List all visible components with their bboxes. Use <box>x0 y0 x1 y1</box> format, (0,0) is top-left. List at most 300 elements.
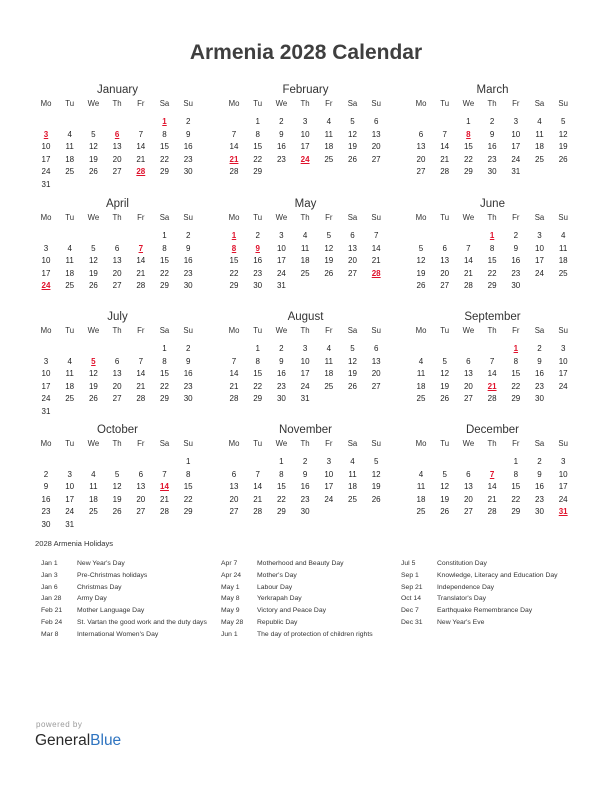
calendar-day: 31 <box>511 167 521 177</box>
calendar-day: 24 <box>41 394 51 404</box>
weekday-header: Tu <box>440 326 450 335</box>
calendar-day: 11 <box>89 482 98 492</box>
calendar-day: 5 <box>418 243 424 253</box>
calendar-day: 15 <box>160 369 169 379</box>
calendar-day: 11 <box>300 243 310 253</box>
calendar-day: 13 <box>440 256 450 266</box>
weekday-header: Mo <box>40 439 52 448</box>
calendar-day: 21 <box>440 154 450 164</box>
calendar-day: 29 <box>463 167 473 177</box>
holiday-date-label: Jan 1 <box>41 560 58 567</box>
holiday-date: 6 <box>114 129 120 139</box>
calendar-day: 22 <box>183 494 193 504</box>
calendar-day: 15 <box>511 482 521 492</box>
weekday-header: Sa <box>159 99 170 108</box>
calendar-day: 29 <box>487 281 497 291</box>
calendar-day: 9 <box>537 469 542 479</box>
calendar-day: 19 <box>348 369 357 379</box>
calendar-day: 19 <box>324 256 334 266</box>
holiday-entry <box>221 570 373 582</box>
holiday-entry <box>401 617 566 629</box>
holiday-date: 28 <box>371 268 381 278</box>
calendar-day: 6 <box>231 469 237 479</box>
holiday-date: 8 <box>231 243 237 253</box>
calendar-day: 1 <box>162 344 167 353</box>
weekday-header: Su <box>371 439 381 448</box>
holiday-name: Independence Day <box>437 583 495 591</box>
holiday-date-label: Dec 7 <box>401 607 419 615</box>
holiday-date: 21 <box>487 381 497 391</box>
calendar-day: 25 <box>416 507 426 517</box>
calendar-day: 28 <box>487 507 497 517</box>
calendar-day: 8 <box>255 356 260 366</box>
holiday-name: International Women's Day <box>77 630 159 638</box>
holiday-entry <box>41 605 211 617</box>
calendar-day: 1 <box>255 344 260 353</box>
weekday-header: Fr <box>512 439 520 448</box>
holiday-date-label: Jan 6 <box>41 583 58 591</box>
holiday-name: Earthquake Remembrance Day <box>437 607 533 615</box>
weekday-header: We <box>462 99 475 108</box>
holiday-date-label: May 9 <box>221 607 240 615</box>
calendar-day: 28 <box>253 507 263 517</box>
weekday-header: Fr <box>512 99 520 108</box>
calendar-day: 5 <box>560 117 566 126</box>
calendar-day: 16 <box>41 494 51 504</box>
calendar-day: 1 <box>279 457 284 466</box>
calendar-day: 10 <box>535 243 544 253</box>
calendar-day: 6 <box>418 129 424 139</box>
calendar-day: 19 <box>112 494 122 504</box>
calendar-day: 25 <box>65 394 75 404</box>
calendar-day: 10 <box>558 356 568 366</box>
weekday-header: Sa <box>347 99 358 108</box>
holiday-entry <box>41 570 211 582</box>
calendar-day: 23 <box>276 381 286 391</box>
calendar-day: 18 <box>324 369 334 379</box>
calendar-day: 15 <box>463 142 473 152</box>
calendar-day: 21 <box>487 494 497 504</box>
calendar-day: 10 <box>41 369 51 379</box>
calendar-day: 29 <box>511 394 521 404</box>
calendar-day: 31 <box>300 394 310 404</box>
calendar-day: 6 <box>114 243 120 253</box>
weekday-header: We <box>462 439 475 448</box>
calendar-day: 13 <box>416 142 426 152</box>
weekday-header: Tu <box>440 213 450 222</box>
holiday-date: 24 <box>300 154 310 164</box>
calendar-day: 25 <box>300 268 310 278</box>
calendar-day: 4 <box>302 231 308 240</box>
calendar-day: 20 <box>463 381 473 391</box>
holiday-date-label: Sep 21 <box>401 583 423 591</box>
weekday-header: Mo <box>228 213 240 222</box>
calendar-day: 14 <box>487 482 497 492</box>
calendar-day: 22 <box>160 154 169 164</box>
weekday-header: We <box>87 439 100 448</box>
holiday-entry <box>221 605 373 617</box>
weekday-header: Th <box>112 213 122 222</box>
calendar-day: 3 <box>279 231 284 240</box>
calendar-day: 17 <box>535 256 544 266</box>
calendar-day: 15 <box>487 256 497 266</box>
calendar-day: 17 <box>41 268 51 278</box>
weekday-header: Mo <box>40 213 52 222</box>
calendar-day: 31 <box>65 520 75 529</box>
calendar-day: 9 <box>302 469 308 479</box>
calendar-day: 20 <box>229 494 239 504</box>
calendar-day: 12 <box>416 256 426 266</box>
holiday-name: Mother's Day <box>257 571 297 579</box>
calendar-day: 11 <box>324 356 333 366</box>
calendar-day: 6 <box>350 231 355 240</box>
calendar-day: 26 <box>88 394 98 404</box>
holiday-entry <box>41 558 211 570</box>
weekday-header: Mo <box>40 326 52 335</box>
calendar-day: 14 <box>136 142 146 152</box>
calendar-day: 31 <box>276 281 286 291</box>
calendar-day: 15 <box>511 369 521 379</box>
calendar-day: 31 <box>41 180 51 189</box>
month-name: March <box>476 84 509 96</box>
calendar-day: 21 <box>160 494 169 504</box>
holiday-entry <box>41 617 211 629</box>
weekday-header: Su <box>558 326 568 335</box>
calendar-day: 8 <box>279 469 284 479</box>
calendar-day: 5 <box>350 344 355 353</box>
weekday-header: Fr <box>512 326 520 335</box>
calendar-day: 15 <box>253 142 263 152</box>
weekday-header: Fr <box>325 213 333 222</box>
weekday-header: Su <box>183 326 193 335</box>
calendar-day: 31 <box>41 407 51 416</box>
calendar-day: 30 <box>511 281 521 291</box>
holiday-date-label: Mar 8 <box>41 630 59 638</box>
calendar-day: 13 <box>371 129 381 139</box>
calendar-day: 26 <box>440 507 450 517</box>
calendar-day: 29 <box>276 507 286 517</box>
calendar-day: 23 <box>41 507 51 517</box>
calendar-day: 20 <box>371 369 381 379</box>
calendar-day: 3 <box>560 457 566 466</box>
weekday-header: Sa <box>534 213 545 222</box>
calendar-day: 12 <box>88 142 98 152</box>
calendar-day: 30 <box>535 394 544 404</box>
calendar-day: 4 <box>560 231 566 240</box>
calendar-day: 12 <box>558 129 568 139</box>
calendar-day: 16 <box>183 369 193 379</box>
calendar-day: 23 <box>183 268 193 278</box>
calendar-day: 2 <box>279 344 284 353</box>
calendar-day: 16 <box>253 256 263 266</box>
calendar-day: 11 <box>416 482 426 492</box>
calendar-day: 25 <box>324 381 334 391</box>
calendar-day: 12 <box>88 369 98 379</box>
weekday-header: Tu <box>65 213 75 222</box>
calendar-day: 24 <box>535 268 544 278</box>
brand-name-part1: General <box>35 732 91 749</box>
month-name: December <box>465 424 520 436</box>
calendar-day: 7 <box>138 356 144 366</box>
weekday-header: Th <box>112 326 122 335</box>
calendar-day: 21 <box>371 256 381 266</box>
calendar-day: 20 <box>348 256 357 266</box>
calendar-day: 19 <box>558 142 568 152</box>
holiday-entry <box>221 582 373 594</box>
calendar-day: 14 <box>136 369 146 379</box>
weekday-header: Fr <box>325 326 333 335</box>
brand-name-part2: Blue <box>90 732 122 749</box>
weekday-header: Th <box>300 213 310 222</box>
calendar-day: 13 <box>463 482 473 492</box>
holiday-name: Constitution Day <box>437 560 487 567</box>
holiday-date: 7 <box>489 469 495 479</box>
calendar-day: 30 <box>276 394 286 404</box>
calendar-day: 25 <box>324 154 334 164</box>
weekday-header: Th <box>487 326 497 335</box>
calendar-day: 6 <box>373 344 379 353</box>
calendar-day: 4 <box>67 356 72 366</box>
calendar-day: 11 <box>559 243 568 253</box>
calendar-day: 24 <box>300 381 310 391</box>
weekday-header: Fr <box>512 213 520 222</box>
calendar-day: 16 <box>276 142 286 152</box>
calendar-day: 20 <box>440 268 450 278</box>
holiday-name: St. Vartan the good work and the duty days <box>77 618 207 626</box>
calendar-day: 13 <box>371 356 381 366</box>
holiday-entry <box>41 593 211 605</box>
calendar-day: 17 <box>41 154 51 164</box>
calendar-day: 27 <box>136 507 146 517</box>
holiday-column <box>41 558 211 641</box>
month-name: August <box>287 311 324 323</box>
calendar-day: 16 <box>300 482 310 492</box>
calendar-day: 22 <box>253 381 263 391</box>
calendar-day: 10 <box>511 129 521 139</box>
calendar-day: 4 <box>67 129 72 139</box>
weekday-header: We <box>87 99 100 108</box>
calendar-day: 13 <box>348 243 357 253</box>
calendar-day: 3 <box>560 344 566 353</box>
holiday-entry <box>221 593 373 605</box>
calendar-day: 7 <box>489 356 495 366</box>
holiday-entry <box>401 570 566 582</box>
calendar-day: 6 <box>114 356 120 366</box>
calendar-day: 26 <box>371 494 381 504</box>
holiday-entry <box>401 605 566 617</box>
weekday-header: Sa <box>159 213 170 222</box>
weekday-header: Su <box>558 439 568 448</box>
weekday-header: Sa <box>534 326 545 335</box>
calendar-day: 16 <box>183 256 193 266</box>
calendar-day: 29 <box>511 507 521 517</box>
calendar-day: 4 <box>537 117 542 126</box>
calendar-day: 3 <box>537 231 542 240</box>
calendar-day: 21 <box>136 381 146 391</box>
calendar-day: 11 <box>324 129 333 139</box>
holiday-entry <box>41 582 211 594</box>
calendar-day: 24 <box>65 507 75 517</box>
calendar-day: 16 <box>535 482 544 492</box>
weekday-header: Fr <box>325 99 333 108</box>
brand-logo[interactable] <box>35 732 121 750</box>
month-name: February <box>282 84 329 96</box>
weekday-header: Sa <box>347 326 358 335</box>
calendar-day: 4 <box>418 356 424 366</box>
weekday-header: Mo <box>228 326 240 335</box>
calendar-day: 19 <box>440 494 450 504</box>
holiday-date: 21 <box>229 154 239 164</box>
calendar-day: 14 <box>440 142 450 152</box>
calendar-day: 27 <box>112 394 122 404</box>
calendar-day: 17 <box>300 142 310 152</box>
calendar-day: 26 <box>324 268 334 278</box>
calendar-day: 30 <box>253 281 263 291</box>
calendar-day: 4 <box>350 457 355 466</box>
weekday-header: Tu <box>65 439 75 448</box>
holiday-name: Army Day <box>77 595 107 603</box>
calendar-day: 2 <box>513 231 519 240</box>
calendar-day: 7 <box>466 243 471 253</box>
holiday-entry <box>41 629 211 641</box>
calendar-day: 2 <box>279 117 284 126</box>
calendar-day: 30 <box>487 167 497 177</box>
holiday-name: The day of protection of children rights <box>257 630 373 638</box>
calendar-day: 11 <box>65 369 74 379</box>
calendar-day: 23 <box>535 494 544 504</box>
holiday-date: 1 <box>489 231 495 240</box>
calendar-day: 30 <box>41 520 51 529</box>
calendar-day: 18 <box>416 381 426 391</box>
calendar-day: 26 <box>558 154 568 164</box>
calendar-day: 27 <box>416 167 426 177</box>
month-name: May <box>294 198 317 210</box>
holiday-date-label: Apr 24 <box>221 571 242 579</box>
holiday-column <box>221 558 373 641</box>
calendar-day: 3 <box>67 469 72 479</box>
calendar-day: 30 <box>300 507 310 517</box>
weekday-header: Tu <box>253 326 263 335</box>
weekday-header: We <box>462 326 475 335</box>
calendar-day: 10 <box>324 469 334 479</box>
calendar-day: 17 <box>276 256 286 266</box>
calendar-day: 5 <box>91 129 96 139</box>
calendar-day: 4 <box>418 469 424 479</box>
calendar-day: 23 <box>183 154 193 164</box>
calendar-day: 2 <box>43 469 49 479</box>
calendar-day: 5 <box>373 457 379 466</box>
calendar-day: 8 <box>255 129 260 139</box>
calendar-day: 22 <box>160 381 169 391</box>
holiday-date-label: Feb 24 <box>41 618 63 626</box>
weekday-header: Su <box>183 99 193 108</box>
holiday-date-label: Apr 7 <box>221 560 238 567</box>
calendar-day: 29 <box>160 281 169 291</box>
weekday-header: We <box>275 439 288 448</box>
calendar-day: 28 <box>160 507 169 517</box>
calendar-day: 24 <box>324 494 334 504</box>
calendar-day: 23 <box>300 494 310 504</box>
calendar-day: 18 <box>65 154 75 164</box>
weekday-header: Sa <box>534 439 545 448</box>
calendar-day: 13 <box>229 482 239 492</box>
calendar-day: 12 <box>371 469 381 479</box>
weekday-header: Tu <box>440 439 450 448</box>
calendar-day: 26 <box>416 281 426 291</box>
weekday-header: Th <box>112 99 122 108</box>
weekday-header: Th <box>300 99 310 108</box>
holiday-entry <box>221 558 373 570</box>
calendar-day: 29 <box>253 394 263 404</box>
calendar-day: 15 <box>229 256 239 266</box>
calendar-day: 24 <box>511 154 521 164</box>
holiday-date: 7 <box>138 243 144 253</box>
calendar-day: 23 <box>511 268 521 278</box>
weekday-header: Mo <box>228 439 240 448</box>
calendar-day: 28 <box>136 281 146 291</box>
calendar-day: 27 <box>440 281 450 291</box>
weekday-header: Su <box>371 213 381 222</box>
weekday-header: Sa <box>347 213 358 222</box>
calendar-day: 10 <box>558 469 568 479</box>
holiday-date: 24 <box>41 281 51 291</box>
calendar-day: 18 <box>324 142 334 152</box>
calendar-day: 4 <box>326 117 332 126</box>
calendar-day: 6 <box>442 243 447 253</box>
weekday-header: We <box>275 99 288 108</box>
calendar-day: 1 <box>513 457 519 466</box>
calendar-day: 16 <box>276 369 286 379</box>
holiday-name: Knowledge, Literacy and Education Day <box>437 571 558 579</box>
calendar-day: 19 <box>371 482 381 492</box>
calendar-day: 29 <box>183 507 193 517</box>
calendar-day: 30 <box>535 507 544 517</box>
calendar-day: 15 <box>183 482 193 492</box>
calendar-day: 28 <box>229 394 239 404</box>
calendar-day: 20 <box>112 154 122 164</box>
calendar-day: 9 <box>185 129 191 139</box>
calendar-day: 10 <box>276 243 286 253</box>
calendar-day: 29 <box>253 167 263 177</box>
calendar-day: 13 <box>112 256 122 266</box>
calendar-day: 30 <box>183 167 193 177</box>
calendar-day: 13 <box>463 369 473 379</box>
weekday-header: Th <box>300 439 310 448</box>
weekday-header: Tu <box>65 99 75 108</box>
calendar-day: 23 <box>535 381 544 391</box>
calendar-day: 29 <box>160 167 169 177</box>
calendar-day: 8 <box>185 469 191 479</box>
calendar-day: 3 <box>302 344 308 353</box>
calendar-day: 2 <box>185 344 191 353</box>
calendar-day: 9 <box>185 243 191 253</box>
calendar-day: 9 <box>279 129 284 139</box>
calendar-day: 11 <box>535 129 544 139</box>
calendar-day: 5 <box>442 469 447 479</box>
holiday-name: New Year's Day <box>77 560 125 567</box>
calendar-day: 19 <box>348 142 357 152</box>
calendar-day: 2 <box>255 231 260 240</box>
month-name: July <box>107 311 128 323</box>
calendar-day: 25 <box>558 268 568 278</box>
calendar-day: 13 <box>112 142 122 152</box>
weekday-header: Mo <box>415 439 427 448</box>
calendar-day: 26 <box>112 507 122 517</box>
calendar-day: 4 <box>67 243 72 253</box>
calendar-day: 9 <box>43 482 49 492</box>
holiday-entry <box>221 629 373 641</box>
calendar-day: 14 <box>253 482 263 492</box>
